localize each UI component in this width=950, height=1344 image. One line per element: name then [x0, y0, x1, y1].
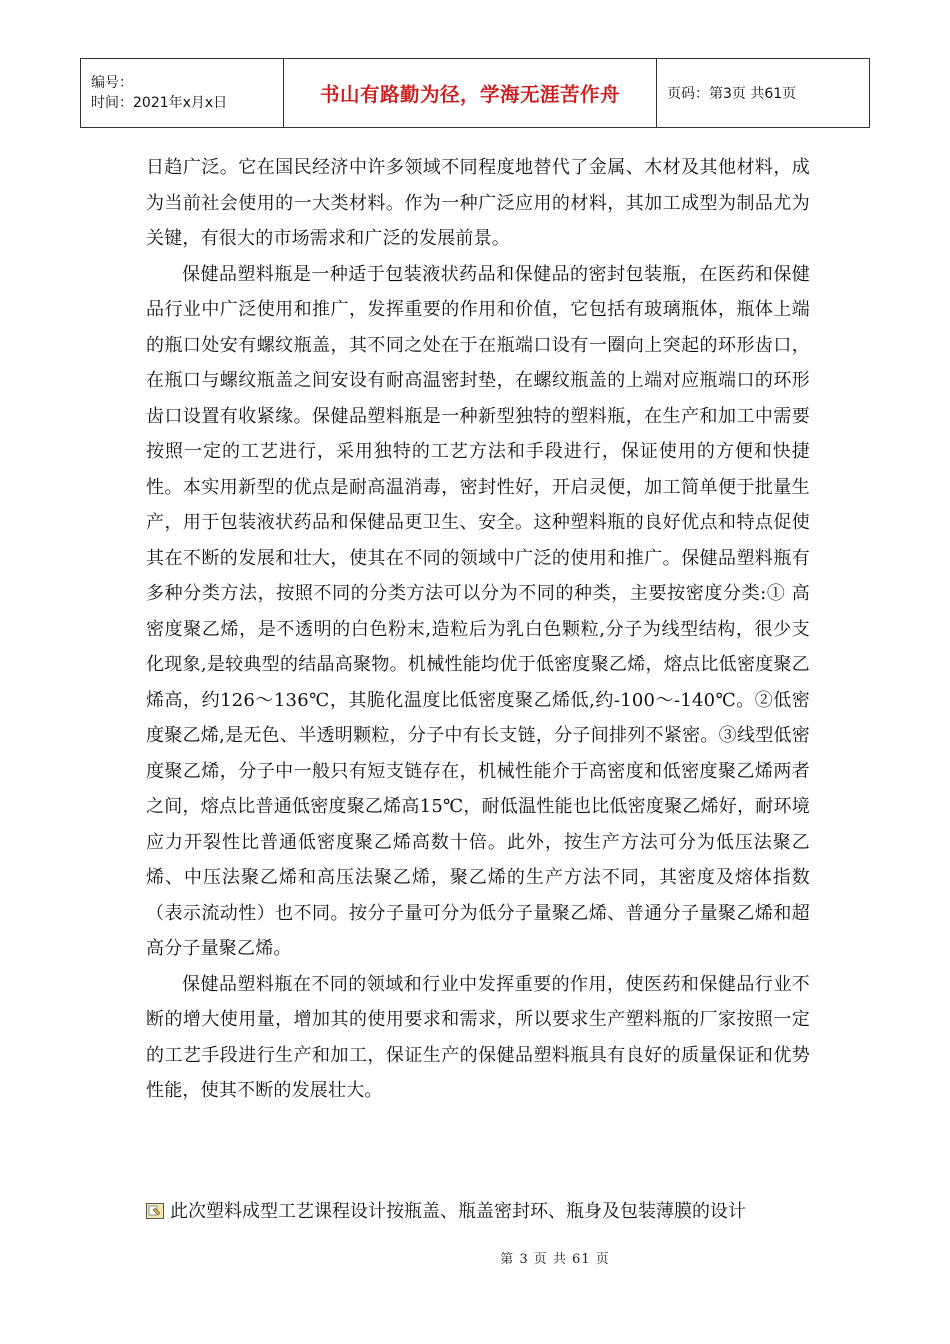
document-body — [146, 150, 810, 1109]
last-line — [146, 1194, 810, 1229]
motto: 书山有路勤为径，学海无涯苦作舟 — [319, 83, 620, 106]
header-motto-cell — [284, 59, 657, 128]
header-meta — [81, 59, 284, 128]
paragraph: 保健品塑料瓶在不同的领域和行业中发挥重要的作用，使医药和保健品行业不断的增大使用量，增加其的使用要求和需求，所以要求生产塑料瓶的厂家按照一定的工艺手段进行生产和加工，保证生产的保健品塑料瓶具有良好的质量保证和优势性能，使其不断的发展壮大。 — [146, 973, 810, 1101]
paragraph-continued: 日趋广泛。它在国民经济中许多领域不同程度地替代了金属、木材及其他材料，成为当前社会使用的一大类材料。作为一种广泛应用的材料，其加工成型为制品尤为关键，有很大的市场需求和广泛的发展前景。 — [146, 157, 810, 249]
last-line-text: 此次塑料成型工艺课程设计按瓶盖、瓶盖密封环、瓶身及包装薄膜的设计 — [170, 1201, 746, 1222]
page-footer — [0, 1248, 950, 1267]
paragraph: 保健品塑料瓶是一种适于包装液状药品和保健品的密封包装瓶，在医药和保健品行业中广泛使用和推广，发挥重要的作用和价值，它包括有玻璃瓶体，瓶体上端的瓶口处安有螺纹瓶盖，其不同之处在于在瓶端口设有一圈向上突起的环形齿口，在瓶口与螺纹瓶盖之间安设有耐高温密封垫，在螺纹瓶盖的上端对应瓶端口的环形齿口设置有收紧缘。保健品塑料瓶是一种新型独特的塑料瓶，在生产和加工中需要按照一定的工艺进行，采用独特的工艺方法和手段进行，保证使用的方便和快捷性。本实用新型的优点是耐高温消毒，密封性好，开启灵便，加工简单便于批量生产，用于包装液状药品和保健品更卫生、安全。这种塑料瓶的良好优点和特点促使其在不断的发展和壮大，使其在不同的领域中广泛的使用和推广。保健品塑料瓶有多种分类方法，按照不同的分类方法可以分为不同的种类，主要按密度分类:① 高密度聚乙烯，是不透明的白色粉末,造粒后为乳白色颗粒,分子为线型结构，很少支化现象,是较典型的结晶高聚物。机械性能均优于低密度聚乙烯，熔点比低密度聚乙烯高，约126～136℃，其脆化温度比低密度聚乙烯低,约-100～-140℃。②低密度聚乙烯,是无色、半透明颗粒，分子中有长支链，分子间排列不紧密。③线型低密度聚乙烯，分子中一般只有短支链存在，机械性能介于高密度和低密度聚乙烯两者之间，熔点比普通低密度聚乙烯高15℃，耐低温性能也比低密度聚乙烯好，耐环境应力开裂性比普通低密度聚乙烯高数十倍。此外，按生产方法可分为低压法聚乙烯、中压法聚乙烯和高压法聚乙烯，聚乙烯的生产方法不同，其密度及熔体指数（表示流动性）也不同。按分子量可分为低分子量聚乙烯、普通分子量聚乙烯和超高分子量聚乙烯。 — [146, 263, 810, 959]
page-code: 页码：第3页 共61页 — [657, 59, 870, 128]
document-icon[interactable] — [146, 1196, 164, 1212]
time-label: 时间：2021年x月x日 — [91, 95, 228, 111]
page-header — [80, 58, 870, 128]
footer-page-number: 第 3 页 共 61 页 — [500, 1252, 610, 1267]
serial-label: 编号： — [91, 75, 133, 91]
